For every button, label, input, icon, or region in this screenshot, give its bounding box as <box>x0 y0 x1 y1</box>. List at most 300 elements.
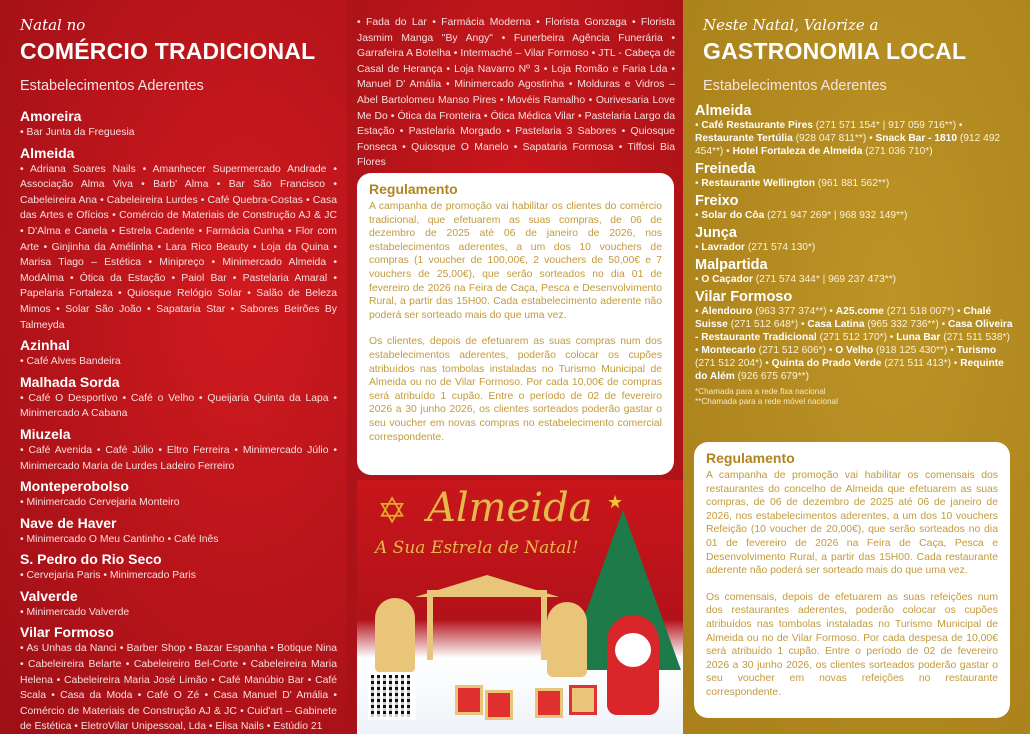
establishment-name: Casa Manuel D' Amália <box>213 690 329 702</box>
establishment-name: Minimercado A Cabana <box>20 408 128 420</box>
restaurant-phone: (912 492 454**) <box>695 133 1001 157</box>
locality-name: Amoreira <box>20 108 82 124</box>
establishment-name: As Unhas da Nanci <box>26 643 117 655</box>
establishment-name: Pastelaria 3 Sabores <box>515 126 617 138</box>
regulamento-comercio-box <box>357 173 674 475</box>
locality-section <box>20 337 337 370</box>
bullet-icon: • <box>100 570 110 582</box>
locality-section <box>695 257 1013 286</box>
establishment-name: Café Inês <box>173 533 219 545</box>
locality-list <box>20 104 337 734</box>
bullet-icon: • <box>164 533 174 545</box>
establishment-name: Flor com Arte <box>20 225 337 253</box>
bullet-icon: • <box>492 32 514 44</box>
gift-icon <box>485 690 513 720</box>
establishment-name: Café O Desportivo <box>28 392 118 404</box>
bullet-icon: • <box>826 345 836 356</box>
establishment-name: Estrela Cadente <box>118 225 195 237</box>
establishment-name: Solar São João <box>65 303 142 315</box>
qr-code[interactable] <box>371 675 413 717</box>
establishment-name: Garrafeira A Botelha <box>357 48 451 60</box>
bullet-icon: • <box>508 141 523 153</box>
locality-section <box>695 161 1013 190</box>
establishment-name: Estúdio 21 <box>273 721 323 733</box>
restaurant-name: A25.come <box>835 306 884 317</box>
establishment-name: Casa da Moda <box>60 690 133 702</box>
establishment-name: Minimercado Agostinha <box>454 79 565 91</box>
establishment-name: Movéis Ramalho <box>507 94 586 106</box>
bullet-icon: • <box>326 163 338 175</box>
restaurant-name: Chalé Suisse <box>695 306 992 330</box>
panel-title: COMÉRCIO TRADICIONAL <box>20 38 316 64</box>
establishment-name: Barb' Alma <box>153 179 209 191</box>
establishment-name: Manuel D' Amália <box>357 79 442 91</box>
establishment-name: Funerbeira Agência Funerária <box>513 32 663 44</box>
bullet-icon: • <box>328 444 338 456</box>
bullet-icon: • <box>480 110 491 122</box>
bullet-icon: • <box>107 225 119 237</box>
locality-name: Almeida <box>20 144 75 161</box>
bullet-icon: • <box>241 288 257 300</box>
establishment-name: Fada do Lar <box>365 17 427 28</box>
establishment-name: Barber Shop <box>126 643 186 655</box>
bullet-icon: • <box>153 444 167 456</box>
establishment-name: Ótica da Fronteira <box>397 110 481 122</box>
locality-section <box>695 225 1013 254</box>
establishment-name: ModAlma <box>20 272 64 284</box>
bullet-icon: • <box>762 358 772 369</box>
regulamento-paragraph: A campanha de promoção vai habilitar os clientes do comércio tradicional, que efetuarem as suas compras, de 06 de dezembro de 2025 até 06 de janeiro de 2026, nos estabelecimentos aderentes, a um dos 10 vouchers de compras (1 voucher de 100,00€, 2 vouchers de 50,00€ e 7 vouchers de 25,00€), que serão sorteados no dia 01 de fevereiro de 2026 na Feira de Caça, Pesca e Desenvolvimento Rural, a partir das 15H00. Cada estabelecimento aderente não poderá ser sorteado mais do que uma vez. <box>369 201 662 321</box>
script-title: Neste Natal, Valorize a <box>703 16 879 34</box>
establishment-name: Minimercado Paris <box>109 570 196 582</box>
restaurant-name: Lavrador <box>701 242 746 253</box>
establishment-name: Comércio de Materiais de Construção AJ & JC <box>20 705 237 717</box>
establishment-name: Lara Rico Beauty <box>165 241 249 253</box>
restaurant-phone: (271 512 170*) <box>819 332 887 343</box>
establishment-name: Quiosque Fonseca <box>357 126 675 153</box>
establishment-name: Café Alves Bandeira <box>26 356 121 368</box>
restaurant-phone: (271 574 344* | 969 237 473**) <box>755 274 897 285</box>
bullet-icon: • <box>695 345 702 356</box>
bullet-icon: • <box>496 94 508 106</box>
restaurant-phone: (926 675 679**) <box>737 371 810 382</box>
bullet-icon: • <box>20 606 27 618</box>
bullet-icon: • <box>886 332 897 343</box>
vilar-formoso-continued-list <box>357 15 675 171</box>
bullet-icon: • <box>71 721 81 733</box>
bullet-icon: • <box>387 110 398 122</box>
establishment-name: Marisa Tiago – Estética <box>20 257 142 269</box>
restaurant-phone: (271 947 269* | 968 932 149**) <box>767 210 908 221</box>
gift-icon <box>455 685 483 715</box>
locality-name: Valverde <box>20 587 78 604</box>
locality-name: Vilar Formoso <box>695 289 793 305</box>
establishment-name: Amanhecer Supermercado Andrade <box>152 163 327 175</box>
locality-name: Azinhal <box>20 337 70 354</box>
bullet-icon: • <box>866 133 876 144</box>
establishment-name: Minimercado Maria de Lurdes Ladeiro Ferreiro <box>20 460 235 472</box>
restaurant-name: Casa Oliveira - Restaurante Tradicional <box>695 319 1013 343</box>
restaurant-phone: (271 512 606*) <box>758 345 826 356</box>
establishment-name: EletroVilar Unipessoal, Lda <box>80 721 206 733</box>
establishment-name: Cabeleireira Ana <box>20 194 98 206</box>
bullet-icon: • <box>116 643 127 655</box>
establishment-name: Florista Gonzaga <box>545 17 627 28</box>
restaurant-name: O Velho <box>835 345 874 356</box>
restaurant-phone: (271 511 413*) <box>884 358 951 369</box>
gift-icon <box>535 688 563 718</box>
establishment-list <box>20 391 337 422</box>
mary-silhouette <box>547 602 587 677</box>
bullet-icon: • <box>248 241 262 253</box>
establishment-name: Sabores Beirões By Talmeyda <box>20 303 337 331</box>
bullet-icon: • <box>20 659 29 671</box>
bullet-icon: • <box>328 241 337 253</box>
restaurant-phone: (271 511 538*) <box>943 332 1010 343</box>
establishment-list <box>20 162 337 334</box>
bullet-icon: • <box>50 303 66 315</box>
bullet-icon: • <box>153 241 166 253</box>
bullet-icon: • <box>20 444 29 456</box>
bullet-icon: • <box>667 63 676 75</box>
locality-name: Monteperobolso <box>20 478 129 495</box>
bullet-icon: • <box>121 659 134 671</box>
bullet-icon: • <box>950 358 961 369</box>
establishment-list <box>20 125 337 141</box>
restaurant-name: Luna Bar <box>896 332 941 343</box>
bullet-icon: • <box>185 643 196 655</box>
establishment-list <box>20 443 337 474</box>
locality-name: Vilar Formoso <box>20 624 114 641</box>
locality-name: S. Pedro do Rio Seco <box>20 551 162 568</box>
regulamento-paragraph: Os clientes, depois de efetuarem as suas compras num dos estabelecimentos aderentes, poderão colocar os cupões atribuídos nas tombolas instaladas no Turismo Municipal de Almeida ou no de Vilar Formoso. Por cada 10,00€ de compras será atribuído 1 cupão. Entre o período de 02 de fevereiro 2026 a 30 junho 2026, os clientes sorteados poderão gastar o seu voucher em novas compras no estabelecimento comercial correspondente. <box>369 336 662 443</box>
bullet-icon: • <box>20 127 27 138</box>
locality-name: Malpartida <box>695 257 768 273</box>
note-mobile: **Chamada para a rede móvel nacional <box>695 397 838 406</box>
bullet-icon: • <box>695 120 702 131</box>
establishment-name: Sapataria Formosa <box>522 141 614 153</box>
bullet-icon: • <box>132 179 154 191</box>
bullet-icon: • <box>208 179 229 191</box>
restaurant-name: Restaurante Tertúlia <box>695 133 793 144</box>
establishment-name: Ótica da Estação <box>79 272 166 284</box>
bullet-icon: • <box>357 17 366 28</box>
bullet-icon: • <box>616 126 631 138</box>
locality-section <box>20 108 337 141</box>
bullet-icon: • <box>426 17 442 28</box>
bullet-icon: • <box>450 48 461 60</box>
script-title: Natal no <box>20 16 86 34</box>
establishment-name: Bazar Espanha <box>195 643 267 655</box>
bullet-icon: • <box>225 303 240 315</box>
establishment-name: Cabeleireira Lurdes <box>106 194 198 206</box>
locality-name: Miuzela <box>20 425 71 442</box>
bullet-icon: • <box>236 705 248 717</box>
bullet-icon: • <box>662 32 675 44</box>
establishment-name: Ourivesaria Love Me Do <box>357 94 675 122</box>
bullet-icon: • <box>283 225 296 237</box>
bullet-icon: • <box>92 444 106 456</box>
locality-section <box>20 145 337 334</box>
establishment-name: Cabeleireira Belarte <box>28 659 122 671</box>
bullet-icon: • <box>197 194 208 206</box>
restaurant-name: Turismo <box>956 345 997 356</box>
regulamento-title: Regulamento <box>706 450 795 466</box>
establishment-name: Minimercado Valverde <box>26 606 130 618</box>
bullet-icon: • <box>20 356 27 368</box>
restaurant-phone: (271 512 204*) <box>695 358 763 369</box>
establishment-name: Comércio de Materiais de Construção AJ & JC <box>119 210 337 222</box>
regulamento-gastronomia-box <box>694 442 1010 718</box>
establishment-name: Casa das Artes e Ofícios <box>20 194 337 222</box>
bullet-icon: • <box>117 392 131 404</box>
bullet-icon: • <box>564 79 578 91</box>
nativity-manger <box>427 590 547 660</box>
bullet-icon: • <box>442 63 455 75</box>
establishment-name: Café Scala <box>20 674 338 702</box>
establishment-name: Minimercado Almeida <box>222 257 327 269</box>
bullet-icon: • <box>108 210 120 222</box>
santa-illustration <box>607 615 659 715</box>
bullet-icon: • <box>396 141 412 153</box>
bullet-icon: • <box>695 210 702 221</box>
establishment-name: Cabeleireira Maria Helena <box>20 659 337 686</box>
bullet-icon: • <box>956 120 963 131</box>
restaurant-name: Requinte do Além <box>695 358 1004 382</box>
establishment-name: Loja da Quina <box>261 241 329 253</box>
bullet-icon: • <box>63 272 80 284</box>
middle-panel <box>347 0 683 734</box>
establishment-name: Pastelaria Morgado <box>408 126 502 138</box>
bullet-icon: • <box>695 242 702 253</box>
establishment-name: Associação Alma Viva <box>20 179 133 191</box>
establishment-list <box>20 568 337 584</box>
bullet-icon: • <box>394 126 409 138</box>
bullet-icon: • <box>207 674 219 686</box>
bullet-icon: • <box>238 659 251 671</box>
bullet-icon: • <box>326 257 337 269</box>
establishment-name: Café O Zé <box>146 690 200 702</box>
establishment-name: Quiosque Relógio Solar <box>127 288 242 300</box>
bullet-icon: • <box>695 178 702 189</box>
bullet-icon: • <box>20 570 27 582</box>
restaurant-entries <box>695 119 1013 158</box>
establishment-name: Intermaché – Vilar Formoso <box>460 48 589 60</box>
establishment-name: Cuid'art – Gabinete de Estética <box>20 705 337 733</box>
locality-name: Junça <box>695 225 737 241</box>
restaurant-phone: (918 125 430**) <box>876 345 948 356</box>
establishment-name: Bar Junta da Freguesia <box>26 127 135 138</box>
restaurant-phone: (271 036 710*) <box>865 146 933 157</box>
bullet-icon: • <box>501 126 516 138</box>
bullet-icon: • <box>52 674 65 686</box>
locality-section <box>695 193 1013 222</box>
locality-name: Freixo <box>695 193 739 209</box>
establishment-list <box>20 605 337 621</box>
establishment-name: Salão de Beleza Mimos <box>20 288 337 315</box>
establishment-name: Farmácia Cunha <box>206 225 284 237</box>
establishment-name: Cabeleireira Maria José Limão <box>64 674 208 686</box>
establishment-name: Elisa Nails <box>215 721 264 733</box>
establishment-name: Papelaria Fortaleza <box>20 288 113 300</box>
bullet-icon: • <box>39 241 52 253</box>
restaurant-phone: (271 574 130*) <box>747 242 816 253</box>
restaurant-entries <box>695 241 1013 254</box>
locality-name: Malhada Sorda <box>20 373 120 390</box>
phone-notes <box>695 387 1013 407</box>
tree-star-icon: ★ <box>607 492 624 512</box>
bullet-icon: • <box>199 690 214 702</box>
locality-section <box>20 624 337 734</box>
establishment-name: Sapataria Star <box>156 303 226 315</box>
bullet-icon: • <box>46 690 61 702</box>
establishment-name: Molduras e Vidros – Abel Bartolomeu Manso Pires <box>357 79 675 106</box>
restaurant-name: Solar do Côa <box>701 210 765 221</box>
locality-section <box>695 289 1013 383</box>
establishment-name: Quiosque O Manelo <box>411 141 509 153</box>
restaurant-name: Montecarlo <box>701 345 756 356</box>
bullet-icon: • <box>20 225 28 237</box>
establishment-name: Farmácia Moderna <box>441 17 531 28</box>
restaurant-phone: (928 047 811**) <box>795 133 867 144</box>
bullet-icon: • <box>626 17 641 28</box>
gift-icon <box>569 685 597 715</box>
bullet-icon: • <box>613 141 628 153</box>
establishment-name: Cervejaria Paris <box>26 570 101 582</box>
restaurant-name: Hotel Fortaleza de Almeida <box>732 146 863 157</box>
establishment-name: Café Júlio <box>105 444 154 456</box>
regulamento-title: Regulamento <box>369 181 458 197</box>
bullet-icon: • <box>723 146 733 157</box>
comercio-tradicional-panel <box>0 0 347 734</box>
bullet-icon: • <box>574 110 585 122</box>
locality-section <box>20 551 337 584</box>
bullet-icon: • <box>328 690 338 702</box>
restaurant-name: Alendouro <box>701 306 753 317</box>
restaurant-phone: (963 377 374**) <box>755 306 827 317</box>
establishment-name: JTL - Cabeça de Casal de Herança <box>357 48 675 75</box>
restaurant-list <box>695 100 1013 407</box>
bullet-icon: • <box>97 194 107 206</box>
establishment-name: Café Manúbio Bar <box>218 674 304 686</box>
bullet-icon: • <box>588 48 599 60</box>
establishment-name: Minimercado Júlio <box>242 444 329 456</box>
panel-subtitle: Estabelecimentos Aderentes <box>20 78 204 94</box>
establishment-name: Café Avenida <box>28 444 93 456</box>
establishment-name: Café Quebra-Costas <box>207 194 303 206</box>
restaurant-name: Casa Latina <box>807 319 865 330</box>
joseph-silhouette <box>375 598 415 673</box>
bullet-icon: • <box>204 257 223 269</box>
establishment-name: Ótica Médica Vilar <box>490 110 575 122</box>
locality-section <box>20 374 337 422</box>
establishment-name: Minipreço <box>159 257 205 269</box>
bullet-icon: • <box>695 274 702 285</box>
restaurant-phone: (965 332 736**) <box>867 319 939 330</box>
establishment-list <box>20 641 337 734</box>
locality-name: Almeida <box>695 103 752 119</box>
bullet-icon: • <box>530 17 546 28</box>
establishment-name: Pastelaria Amaral <box>242 272 328 284</box>
establishment-name: Ginjinha da Amélinha <box>51 241 153 253</box>
establishment-name: Paiol Bar <box>181 272 227 284</box>
locality-name: Freineda <box>695 161 756 177</box>
establishment-name: Queijaria Quinta da Lapa <box>207 392 329 404</box>
locality-section <box>695 103 1013 158</box>
panel-title: GASTRONOMIA LOCAL <box>703 38 967 64</box>
bullet-icon: • <box>112 288 128 300</box>
star-icon: ✡ <box>377 490 408 531</box>
establishment-name: Botique Nina <box>277 643 338 655</box>
poster-tagline: A Sua Estrela de Natal! <box>375 538 579 558</box>
bullet-icon: • <box>263 721 274 733</box>
bullet-icon: • <box>826 306 836 317</box>
establishment-name: Loja Navarro Nº 3 <box>454 63 540 75</box>
bullet-icon: • <box>954 306 964 317</box>
establishment-name: Cabeleireiro Bel-Corte <box>133 659 239 671</box>
bullet-icon: • <box>328 392 337 404</box>
restaurant-phone: (961 881 562**) <box>817 178 890 189</box>
restaurant-entries <box>695 273 1013 286</box>
regulamento-paragraph: Os comensais, depois de efetuarem as suas refeições num dos restaurantes aderentes, poderão colocar os cupões atribuídos nas tombolas instaladas no Turismo Municipal de Almeida ou no de Vilar Formoso. Por cada despesa de 10,00€ será atribuído 1 cupão. Entre o período de 02 de fevereiro 2026 a 30 junho 2026, os clientes sorteados poderão gastar o seu voucher em novas refeições no restaurante correspondente. <box>706 591 998 698</box>
establishment-list <box>20 495 337 511</box>
locality-name: Nave de Haver <box>20 514 117 531</box>
bullet-icon: • <box>266 643 278 655</box>
bullet-icon: • <box>226 272 243 284</box>
bullet-icon: • <box>441 79 455 91</box>
bullet-icon: • <box>20 163 30 175</box>
bullet-icon: • <box>303 674 316 686</box>
bullet-icon: • <box>132 690 147 702</box>
bullet-icon: • <box>798 319 808 330</box>
establishment-name: Bar São Francisco <box>228 179 326 191</box>
establishment-list <box>20 354 337 370</box>
restaurant-entries <box>695 177 1013 190</box>
locality-section <box>20 515 337 548</box>
bullet-icon: • <box>20 392 29 404</box>
panel-subtitle: Estabelecimentos Aderentes <box>703 78 887 94</box>
christmas-poster <box>357 480 683 734</box>
establishment-name: Loja Romão e Faria Lda <box>551 63 668 75</box>
bullet-icon: • <box>194 225 207 237</box>
gastronomia-local-panel <box>683 0 1030 734</box>
restaurant-name: Restaurante Wellington <box>701 178 815 189</box>
restaurant-phone: (271 512 648*) <box>730 319 799 330</box>
bullet-icon: • <box>165 272 182 284</box>
bullet-icon: • <box>947 345 957 356</box>
restaurant-name: O Caçador <box>701 274 753 285</box>
bullet-icon: • <box>141 257 160 269</box>
bullet-icon: • <box>585 94 596 106</box>
bullet-icon: • <box>229 444 243 456</box>
bullet-icon: • <box>141 303 157 315</box>
bullet-icon: • <box>20 643 27 655</box>
bullet-icon: • <box>938 319 948 330</box>
restaurant-entries <box>695 209 1013 222</box>
establishment-name: Eltro Ferreira <box>166 444 230 456</box>
bullet-icon: • <box>325 179 337 191</box>
restaurant-name: Quinta do Prado Verde <box>771 358 882 369</box>
establishment-name: Tiffosi Bia Flores <box>357 141 675 169</box>
establishment-name: Pastelaria Largo da Estação <box>357 110 676 138</box>
locality-section <box>20 478 337 511</box>
regulamento-paragraph: A campanha de promoção vai habilitar os comensais dos restaurantes do concelho de Almeida que efetuarem as suas compras, de 06 de dezembro de 2025 até 06 de janeiro de 2026, nos estabelecimentos aderentes, a um dos 10 vouchers Refeição (10 voucher de 20,00€), que serão sorteados no dia 01 de fevereiro de 2026 na Feira de Caça, Pesca e Desenvolvimento Rural, a partir das 15H00. Cada restaurante aderente não poderá ser sorteado mais do que uma vez. <box>706 470 998 577</box>
establishment-name: Adriana Soares Nails <box>30 163 136 175</box>
locality-section <box>20 426 337 474</box>
establishment-name: D'Alma e Canela <box>27 225 108 237</box>
bullet-icon: • <box>205 721 216 733</box>
locality-section <box>20 588 337 621</box>
